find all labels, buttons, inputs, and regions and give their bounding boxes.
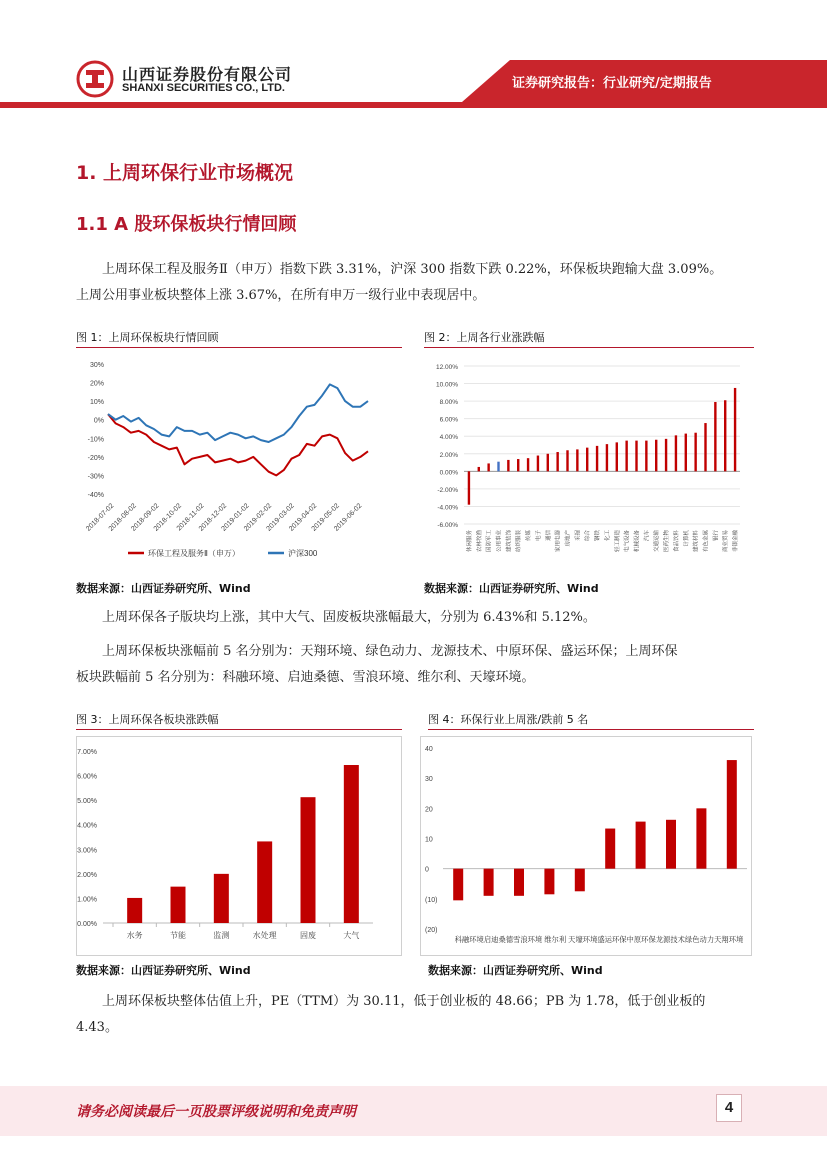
paragraph-line: 上周环保各子版块均上涨，其中大气、固废板块涨幅最大，分别为 6.43%和 5.12%。 [102, 610, 596, 625]
x-tick-label: 商业贸易 [723, 530, 730, 553]
axis [85, 362, 363, 533]
bar [665, 439, 667, 471]
y-tick-label: -6.00% [437, 522, 458, 529]
figure-4-chart [420, 736, 752, 956]
bar [127, 898, 142, 923]
bar [507, 460, 509, 471]
y-tick-label: 20 [425, 806, 433, 814]
bar [344, 765, 359, 923]
x-tick-label: 2018-11-02 [175, 502, 206, 533]
x-tick-label: 休闲服务 [466, 530, 473, 553]
bar [497, 462, 499, 472]
y-tick-label: -4.00% [437, 504, 458, 512]
x-tick-label: 2019-02-02 [242, 502, 274, 533]
series-line-env [108, 414, 368, 475]
caption-rule [428, 729, 754, 730]
x-tick-label: 2018-09-02 [130, 502, 161, 533]
bar [544, 869, 554, 895]
y-tick-label: -20% [87, 454, 104, 462]
y-tick-label: 2.00% [77, 871, 97, 879]
bar [635, 441, 637, 472]
y-tick-label: (10) [425, 896, 438, 904]
x-tick-label: 交通运输 [654, 530, 661, 553]
x-tick-label: 2019-05-02 [310, 502, 341, 533]
y-tick-label: 4.00% [439, 434, 458, 442]
y-tick-label: 0% [93, 417, 104, 425]
x-tick-label: 水处理 [252, 931, 277, 940]
bar [586, 448, 588, 472]
figure-1-source: 数据来源：山西证券研究所、Wind [76, 582, 251, 595]
x-tick-label: 建筑材料 [693, 530, 700, 553]
y-tick-label: 0.00% [439, 469, 458, 477]
bar [537, 456, 539, 472]
bar [468, 471, 470, 504]
x-tick-label: 监测 [213, 931, 230, 940]
bar [487, 463, 489, 471]
figure-1-caption: 图 1：上周环保板块行情回顾 [76, 331, 219, 344]
y-tick-label: 3.00% [77, 847, 97, 855]
x-tick-label: 采掘 [575, 530, 582, 542]
x-tick-label: 大气 [343, 931, 360, 940]
x-tick-label: 通信 [545, 530, 552, 542]
bar [575, 869, 585, 892]
x-tick-label: 轻工制造 [614, 530, 621, 553]
company-name-en: SHANXI SECURITIES CO., LTD. [122, 82, 285, 94]
y-tick-label: 30 [425, 776, 433, 784]
bar [616, 442, 618, 471]
figure-3-source: 数据来源：山西证券研究所、Wind [76, 964, 251, 977]
bar [724, 400, 726, 471]
figure-4-caption: 图 4：环保行业上周涨/跌前 5 名 [428, 713, 589, 726]
y-tick-label: 0 [425, 866, 429, 874]
paragraph-line: 板块跌幅前 5 名分别为：科融环境、启迪桑德、雪浪环境、维尔利、天壕环境。 [76, 670, 535, 685]
bar [453, 869, 463, 901]
y-tick-label: 0.00% [77, 921, 97, 928]
bar [257, 841, 272, 923]
figure-4-source: 数据来源：山西证券研究所、Wind [428, 964, 603, 977]
x-tick-label: 银行 [713, 530, 720, 542]
x-tick-label: 2018-10-02 [152, 502, 184, 533]
bar [655, 440, 657, 472]
x-tick-label: 电气设备 [624, 530, 631, 553]
bar [566, 450, 568, 471]
paragraph-line: 上周环保板块整体估值上升，PE（TTM）为 30.11，低于创业板的 48.66；PB 为 1.78，低于创业板的 [102, 994, 706, 1009]
paragraph-4 [76, 989, 754, 1041]
paragraph-3 [76, 639, 754, 691]
y-tick-label: 30% [89, 362, 104, 369]
paragraph-line: 上周公用事业板块整体上涨 3.67%，在所有申万一级行业中表现居中。 [76, 288, 486, 303]
caption-rule [76, 347, 402, 348]
bar [675, 435, 677, 471]
report-type-label: 证券研究报告：行业研究/定期报告 [512, 76, 712, 91]
bar [606, 444, 608, 471]
y-tick-label: -10% [87, 436, 104, 444]
bar [517, 459, 519, 471]
x-tick-label: 2018-12-02 [197, 502, 229, 533]
x-tick-label: 2019-01-02 [220, 502, 251, 533]
header-rule [0, 102, 827, 108]
x-tick-label: 2018-08-02 [107, 502, 138, 533]
section-heading: 1. 上周环保行业市场概况 [76, 162, 294, 184]
x-tick-label: 传媒 [526, 530, 533, 542]
caption-rule [76, 729, 402, 730]
bar [478, 467, 480, 471]
x-tick-label: 节能 [170, 931, 186, 940]
figure-2-source: 数据来源：山西证券研究所、Wind [424, 582, 599, 595]
x-tick-label: 2019-06-02 [333, 502, 364, 533]
x-tick-label: 建筑装饰 [506, 530, 513, 553]
bar [714, 402, 716, 471]
bar [605, 829, 615, 869]
paragraph-1 [76, 257, 754, 309]
y-tick-label: 10% [89, 399, 104, 407]
y-tick-label: 8.00% [439, 399, 458, 407]
x-tick-label: 纺织服装 [516, 530, 523, 553]
figure-3-caption: 图 3：上周环保各板块涨跌幅 [76, 713, 219, 726]
x-tick-label: 房地产 [565, 530, 572, 547]
caption-rule [424, 347, 754, 348]
x-tick-label: 2019-03-02 [265, 502, 296, 533]
paragraph-line: 上周环保工程及服务Ⅱ（申万）指数下跌 3.31%，沪深 300 指数下跌 0.22%，环保板块跑输大盘 3.09%。 [102, 262, 723, 277]
x-tick-label: 化工 [604, 530, 611, 542]
bar [625, 441, 627, 472]
x-tick-label: 汽车 [644, 530, 651, 542]
fig4-category-labels: 科融环境启迪桑德雪浪环境 维尔利 天壕环境盛运环保中原环保龙源技术绿色动力天翔环境 [454, 935, 744, 944]
bar [301, 797, 316, 923]
x-tick-label: 食品饮料 [673, 530, 680, 553]
legend-label: 环保工程及服务Ⅱ（申万） [148, 549, 240, 558]
x-tick-label: 固废 [300, 931, 316, 940]
bar [645, 441, 647, 472]
y-tick-label: 5.00% [77, 798, 97, 806]
x-tick-label: 机械设备 [634, 530, 641, 553]
x-tick-label: 医药生物 [664, 530, 671, 553]
x-tick-label: 有色金属 [703, 530, 710, 553]
page-number: 4 [716, 1094, 742, 1122]
company-name-cn: 山西证券股份有限公司 [122, 65, 293, 84]
y-tick-label: 12.00% [435, 364, 458, 371]
x-tick-label: 家用电器 [555, 530, 562, 553]
y-tick-label: 6.00% [439, 416, 458, 424]
paragraph-2 [76, 605, 754, 631]
bar [596, 446, 598, 471]
y-tick-label: 6.00% [77, 773, 97, 781]
y-tick-label: 40 [425, 746, 433, 753]
subsection-heading: 1.1 A 股环保板块行情回顾 [76, 214, 297, 235]
x-tick-label: 水务 [126, 931, 143, 940]
x-tick-label: 公用事业 [496, 530, 503, 553]
legend-label: 沪深300 [288, 549, 318, 558]
y-tick-label: 4.00% [77, 822, 97, 830]
y-tick-label: -40% [87, 492, 104, 499]
bar [527, 458, 529, 471]
disclaimer-note: 请务必阅读最后一页股票评级说明和免责声明 [76, 1104, 356, 1120]
x-tick-label: 农林牧渔 [476, 530, 483, 553]
bar [171, 887, 186, 923]
y-tick-label: -2.00% [437, 486, 458, 494]
paragraph-line: 4.43。 [76, 1020, 118, 1035]
chart-legend [128, 548, 318, 558]
bar [704, 423, 706, 471]
bar [214, 874, 229, 923]
x-tick-label: 电子 [535, 530, 542, 542]
bar [547, 454, 549, 472]
x-tick-label: 2019-04-02 [288, 502, 319, 533]
bar [685, 434, 687, 472]
bar [694, 433, 696, 472]
bar [514, 869, 524, 896]
x-tick-label: 2018-07-02 [85, 502, 116, 533]
figure-1-chart [76, 352, 402, 574]
figure-3-chart [76, 736, 402, 956]
y-tick-label: -30% [87, 473, 104, 481]
bar [734, 388, 736, 471]
y-tick-label: 10.00% [435, 381, 458, 389]
series-line-hs300 [108, 384, 368, 442]
x-tick-label: 综合 [585, 530, 592, 542]
paragraph-line: 上周环保板块涨幅前 5 名分别为：天翔环境、绿色动力、龙源技术、中原环保、盛运环保；上周环保 [102, 644, 678, 659]
figure-2-caption: 图 2：上周各行业涨跌幅 [424, 331, 545, 344]
x-tick-label: 非银金融 [733, 530, 740, 553]
figure-2-chart [420, 352, 754, 574]
bar [727, 760, 737, 869]
y-tick-label: 10 [425, 836, 433, 844]
x-tick-label: 国防军工 [486, 530, 493, 553]
bar [636, 822, 646, 869]
bar [556, 452, 558, 471]
bar [666, 820, 676, 869]
bar [576, 449, 578, 471]
bar [484, 869, 494, 896]
y-tick-label: 7.00% [77, 749, 97, 756]
y-tick-label: 1.00% [77, 896, 97, 904]
y-tick-label: 2.00% [439, 451, 458, 459]
company-logo-icon [76, 60, 114, 98]
y-tick-label: (20) [425, 927, 438, 934]
bar [696, 808, 706, 868]
x-tick-label: 计算机 [683, 530, 690, 547]
x-tick-label: 钢铁 [595, 530, 602, 542]
y-tick-label: 20% [89, 380, 104, 388]
